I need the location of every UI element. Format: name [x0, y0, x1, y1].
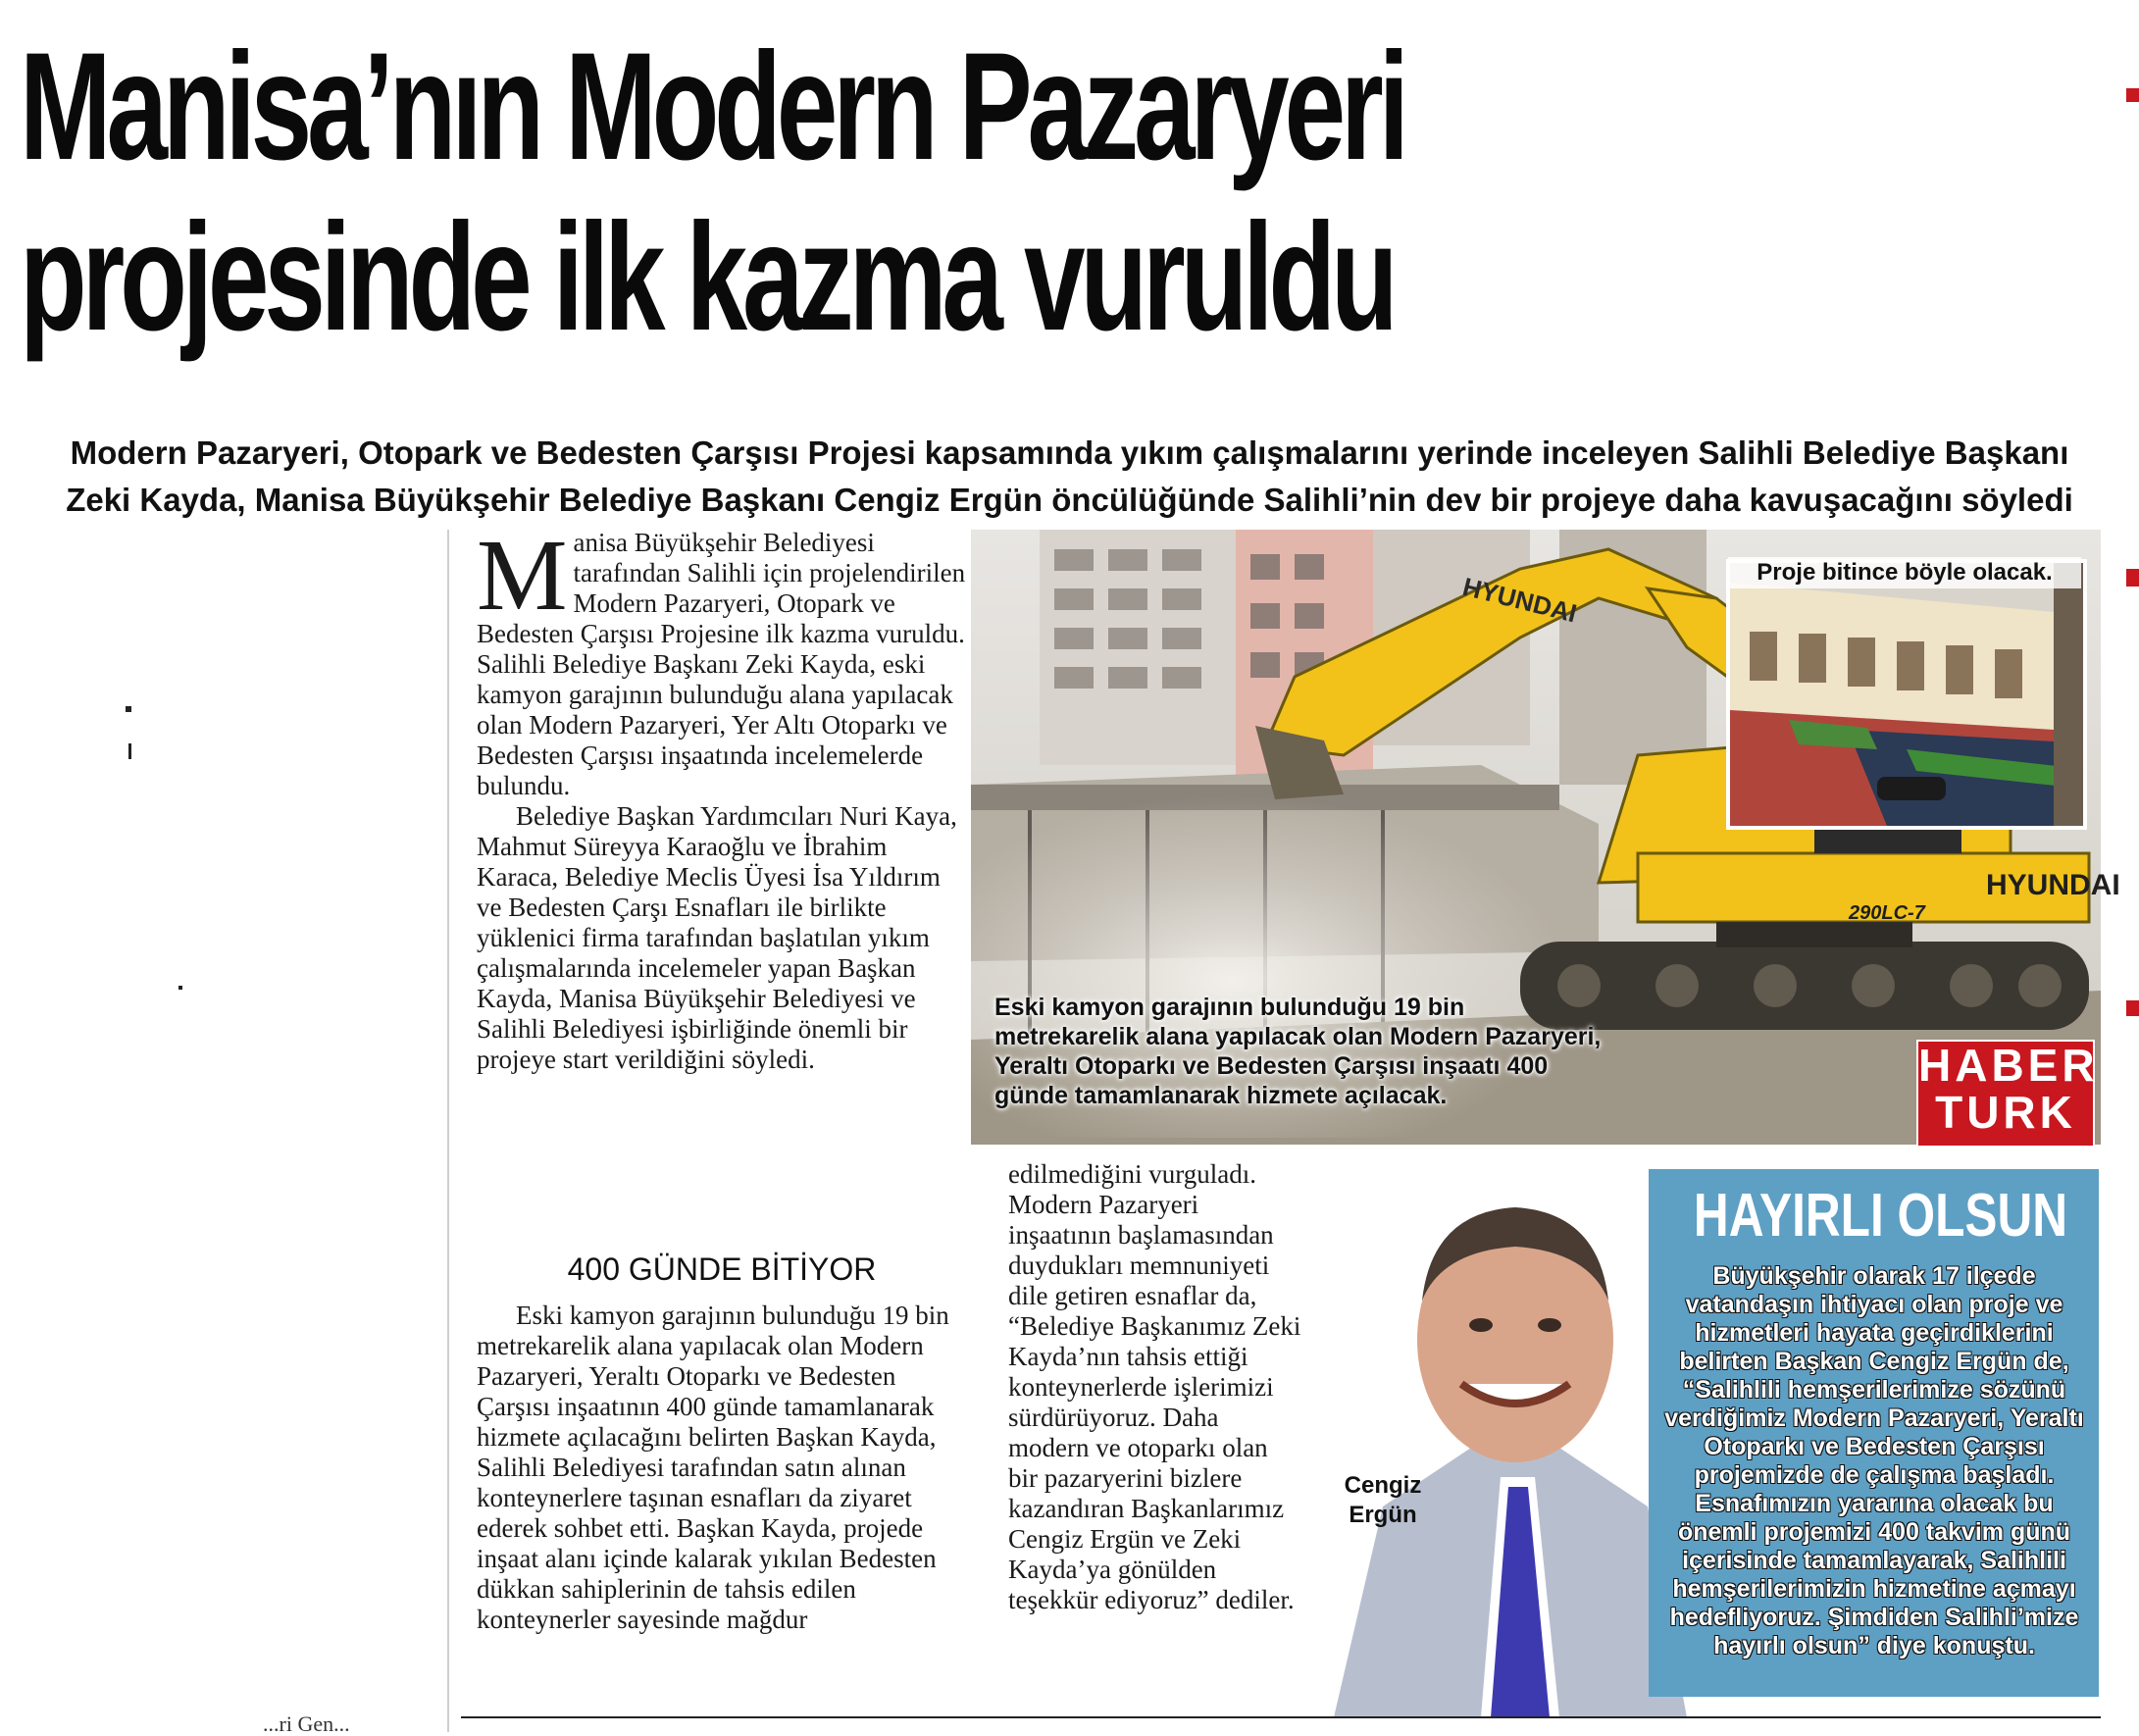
- excavator-model: 290LC-7: [1849, 902, 1925, 924]
- logo-line-1: HABER: [1918, 1040, 2099, 1091]
- margin-speck: [178, 986, 182, 990]
- edge-mark: [2126, 1000, 2139, 1016]
- portrait-art: [1314, 1153, 1687, 1717]
- inset-label: Proje bitince böyle olacak.: [1728, 557, 2081, 588]
- subheadline: [0, 430, 2139, 524]
- sidebar-body: Büyükşehir olarak 17 ilçede vatandaşın ihtiyacı olan proje ve hizmetleri hayata geçirdiklerini belirten Başkan Cengiz Ergün de, “Salihlili hemşerilerimize sözünü verdiğimiz Modern Pazaryeri, Yeraltı Otoparkı ve Bedesten Çarşısı projemizde de çalışma başladı. Esnafımızın yararına olacak bu önemli projemizi 400 takvim günü içerisinde tamamlayarak, Salihlili hemşerilerimizin hizmetine açmayı hedefliyoruz. Şimdiden Salihli’mize hayırlı olsun” diye konuştu.: [1664, 1262, 2084, 1659]
- article-column-1-cont: [477, 1301, 967, 1635]
- haberturk-logo: [1916, 1040, 2099, 1148]
- photo-caption: Eski kamyon garajının bulunduğu 19 bin metrekarelik alana yapılacak olan Modern Pazaryeri, Yeraltı Otoparkı ve Bedesten Çarşısı inşaatı 400 günde tamamlanarak hizmete açılacak.: [994, 994, 1602, 1109]
- headline-line-2: projesinde ilk kazma vuruldu: [20, 192, 1394, 363]
- left-margin: [0, 530, 441, 1736]
- excavator-body-brand: HYUNDAI: [1986, 869, 2120, 901]
- margin-speck: [126, 706, 131, 712]
- article-paragraph-4: edilmediğini vurguladı. Modern Pazaryeri inşaatının başlamasından duydukları memnuniyeti dile getiren esnaflar da, “Belediye Başkanımız Zeki Kayda’nın tahsis ettiği konteynerlerde işlerimizi sürdürüyoruz. Daha modern ve otoparkı olan bir pazaryerini bizlere kazandıran Başkanlarımız Cengiz Ergün ve Zeki Kayda’ya gönülden teşekkür ediyoruz” dediler.: [1008, 1159, 1301, 1614]
- article-paragraph-2: Belediye Başkan Yardımcıları Nuri Kaya, Mahmut Süreyya Karaoğlu ve İbrahim Karaca, Belediye Meclis Üyesi İsa Yıldırım ve Bedesten Çarşı Esnafları ile birlikte yüklenici firma tarafından başlatılan yıkım çalışmalarında incelemeler yapan Başkan Kayda, Manisa Büyükşehir Belediyesi ve Salihli Belediyesi işbirliğinde önemli bir projeye start verildiğini söyledi.: [477, 801, 957, 1074]
- column-divider: [447, 530, 449, 1732]
- subheadline-line-1: Modern Pazaryeri, Otopark ve Bedesten Çarşısı Projesi kapsamında yıkım çalışmalarını yerinde inceleyen Salihli Belediye Başkanı: [70, 434, 2069, 471]
- portrait-caption-line-2: Ergün: [1349, 1502, 1417, 1528]
- logo-line-2: TURK: [1935, 1087, 2076, 1138]
- portrait-caption: [1334, 1471, 1432, 1530]
- portrait-caption-line-1: Cengiz: [1344, 1472, 1422, 1499]
- page-edge: [2126, 0, 2139, 1732]
- headline: [20, 22, 1516, 363]
- bottom-rule: [461, 1716, 2101, 1718]
- excavator-boom-brand: HYUNDAI: [1459, 571, 1580, 629]
- drop-cap: M: [477, 519, 568, 632]
- headline-line-1: Manisa’nın Modern Pazaryeri: [20, 22, 1404, 192]
- article-subheading: 400 GÜNDE BİTİYOR: [567, 1251, 877, 1287]
- sidebar-title: HAYIRLI OLSUN: [1693, 1182, 2068, 1250]
- edge-mark: [2126, 88, 2139, 102]
- project-rendering-art: [1730, 563, 2083, 826]
- project-rendering-inset: [1726, 559, 2087, 830]
- margin-speck: [128, 743, 131, 759]
- footer-fragment: ...ri Gen...: [263, 1711, 350, 1736]
- article-paragraph-3: Eski kamyon garajının bulunduğu 19 bin metrekarelik alana yapılacak olan Modern Pazaryeri, Yeraltı Otoparkı ve Bedesten Çarşısı inşaatının 400 günde tamamlanarak hizmete açılacağını belirten Başkan Kayda, Salihli Belediyesi tarafından satın alınan konteynerlere taşınan esnafları da ziyaret ederek sohbet etti. Başkan Kayda, projede inşaat alanı içinde kalarak yıkılan Bedesten dükkan sahiplerinin de tahsis edilen konteynerler sayesinde mağdur: [477, 1301, 949, 1634]
- edge-mark: [2126, 569, 2139, 587]
- article-paragraph-1: anisa Büyükşehir Belediyesi tarafından Salihli için projelendirilen Modern Pazaryeri, Otopark ve Bedesten Çarşısı Projesine ilk kazma vuruldu. Salihli Belediye Başkanı Zeki Kayda, eski kamyon garajının bulunduğu alana yapılacak olan Modern Pazaryeri, Yer Altı Otoparkı ve Bedesten Çarşısı inşaatında incelemelerde bulundu.: [477, 528, 966, 800]
- portrait-photo: [1314, 1153, 1687, 1717]
- article-column-1: [477, 519, 967, 1075]
- article-column-2: [1008, 1159, 1302, 1615]
- subheadline-line-2: Zeki Kayda, Manisa Büyükşehir Belediye Başkanı Cengiz Ergün öncülüğünde Salihli’nin dev bir projeye daha kavuşacağını söyledi: [66, 482, 2073, 518]
